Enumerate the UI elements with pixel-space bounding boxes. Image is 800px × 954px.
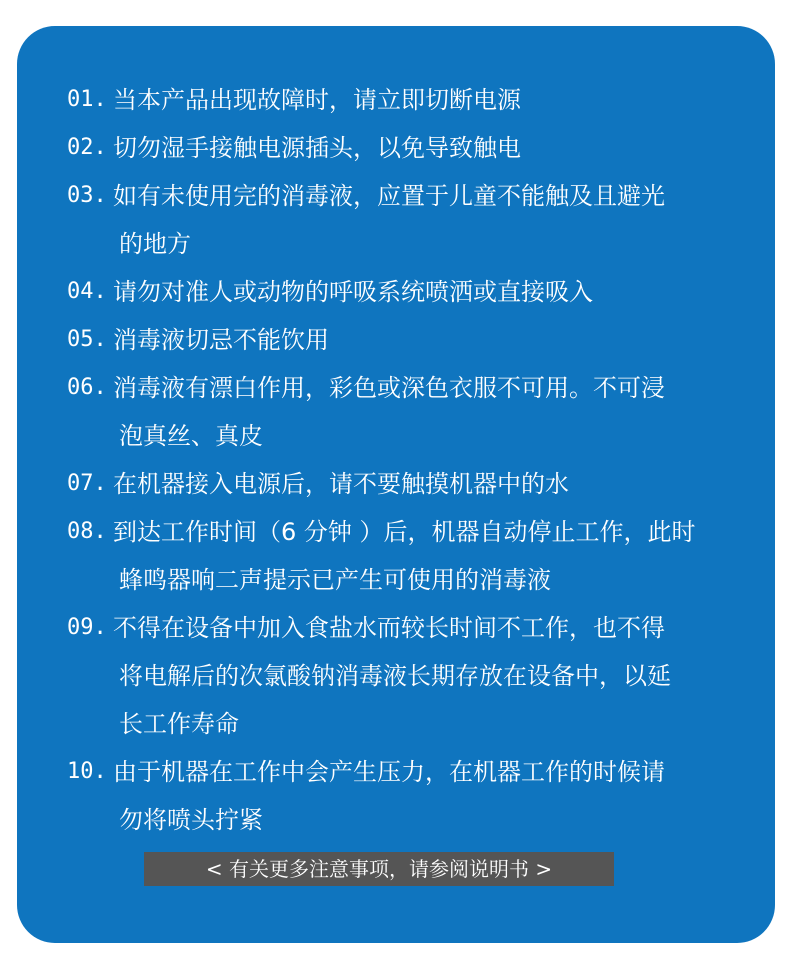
note-item [67, 748, 757, 844]
note-number: 09. [67, 615, 107, 640]
note-line: 在机器接入电源后，请不要触摸机器中的水 [113, 470, 569, 498]
notes-list [67, 76, 757, 844]
note-line: 到达工作时间（6 分钟 ）后，机器自动停止工作，此时 [113, 518, 696, 546]
note-line: 的地方 [119, 230, 191, 258]
note-line: 消毒液切忌不能饮用 [113, 326, 329, 354]
note-line: 不得在设备中加入食盐水而较长时间不工作，也不得 [113, 614, 665, 642]
note-text [113, 316, 757, 364]
note-item [67, 364, 757, 460]
note-text [113, 604, 757, 748]
notice-panel [17, 26, 775, 943]
note-number: 07. [67, 471, 107, 496]
note-text [113, 748, 757, 844]
note-line: 切勿湿手接触电源插头，以免导致触电 [113, 134, 521, 162]
note-line: 泡真丝、真皮 [119, 422, 263, 450]
note-item [67, 172, 757, 268]
note-item [67, 508, 757, 604]
note-text [113, 268, 757, 316]
note-number: 05. [67, 327, 107, 352]
note-line: 长工作寿命 [119, 710, 239, 738]
note-text [113, 364, 757, 460]
note-item [67, 460, 757, 508]
note-text [113, 508, 757, 604]
note-line: 请勿对准人或动物的呼吸系统喷洒或直接吸入 [113, 278, 593, 306]
note-text [113, 76, 757, 124]
note-item [67, 124, 757, 172]
note-number: 08. [67, 519, 107, 544]
note-number: 02. [67, 135, 107, 160]
note-text [113, 172, 757, 268]
note-number: 10. [67, 759, 107, 784]
note-item [67, 268, 757, 316]
note-text [113, 460, 757, 508]
note-line: 蜂鸣器响二声提示已产生可使用的消毒液 [119, 566, 551, 594]
note-line: 如有未使用完的消毒液，应置于儿童不能触及且避光 [113, 182, 665, 210]
note-text [113, 124, 757, 172]
note-line: 当本产品出现故障时，请立即切断电源 [113, 86, 521, 114]
note-line: 消毒液有漂白作用，彩色或深色衣服不可用。不可浸 [113, 374, 665, 402]
note-line: 将电解后的次氯酸钠消毒液长期存放在设备中，以延 [119, 662, 671, 690]
note-item [67, 76, 757, 124]
note-number: 06. [67, 375, 107, 400]
note-number: 04. [67, 279, 107, 304]
note-number: 03. [67, 183, 107, 208]
note-line: 勿将喷头拧紧 [119, 806, 263, 834]
manual-reference-banner: < 有关更多注意事项，请参阅说明书 > [144, 852, 614, 886]
note-item [67, 604, 757, 748]
note-line: 由于机器在工作中会产生压力，在机器工作的时候请 [113, 758, 665, 786]
note-number: 01. [67, 87, 107, 112]
note-item [67, 316, 757, 364]
